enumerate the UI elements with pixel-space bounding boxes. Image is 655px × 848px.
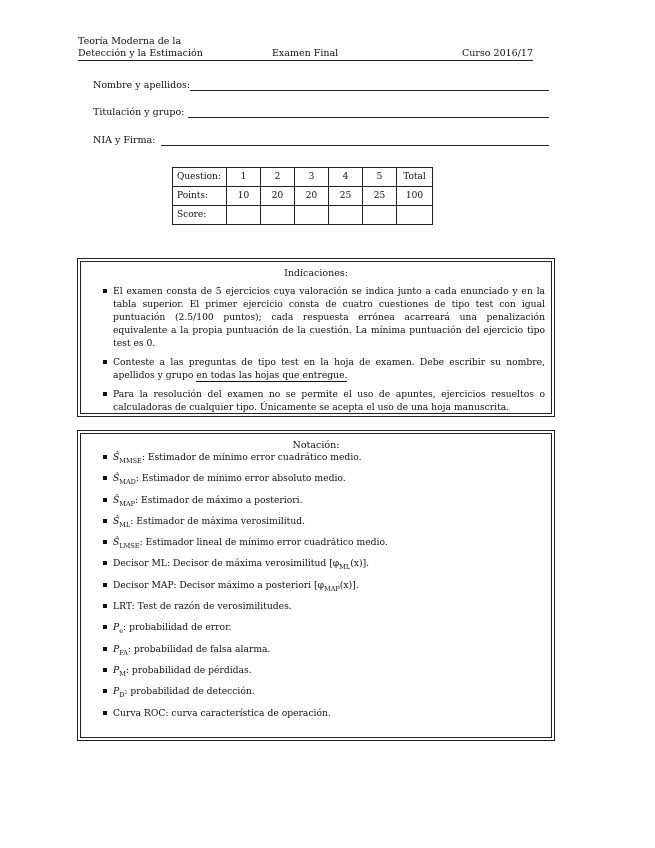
notation-subscript: ML xyxy=(119,520,131,529)
notation-text-tail: (x)]. xyxy=(350,558,370,570)
notation-symbol: Ŝ xyxy=(113,494,120,506)
question-total: Total xyxy=(397,168,433,187)
bullet-icon xyxy=(103,583,107,587)
notation-symbol: P xyxy=(113,622,120,634)
points-5: 25 xyxy=(363,187,397,206)
bullet-icon xyxy=(103,647,107,651)
nia-field[interactable] xyxy=(93,135,549,149)
notation-symbol: Ŝ xyxy=(113,537,120,549)
notation-item xyxy=(81,707,551,728)
points-1: 10 xyxy=(227,187,261,206)
instructions-box xyxy=(77,258,555,417)
points-4: 25 xyxy=(329,187,363,206)
notation-text: Curva ROC: curva característica de operación. xyxy=(113,707,331,719)
bullet-icon xyxy=(103,360,107,364)
score-cell-2[interactable] xyxy=(261,206,295,225)
nia-label: NIA y Firma: xyxy=(93,135,156,146)
notation-item xyxy=(81,579,551,600)
instruction-item xyxy=(81,285,551,350)
course-title-line2: Detección y la Estimación xyxy=(78,48,203,59)
bullet-icon xyxy=(103,519,107,523)
instruction-text: Conteste a las preguntas de tipo test en la hoja de examen. Debe escribir su nombre, apellidos y grupo xyxy=(113,357,545,381)
notation-text: Decisor ML: Decisor de máxima verosimilitud [φ xyxy=(113,558,340,570)
header-rule xyxy=(78,60,533,61)
notation-item xyxy=(81,557,551,578)
question-4: 4 xyxy=(329,168,363,187)
notation-symbol: Ŝ xyxy=(113,515,120,527)
bullet-icon xyxy=(103,561,107,565)
notation-symbol: Ŝ xyxy=(113,473,120,485)
notation-text: : Estimador de mínimo error cuadrático medio. xyxy=(141,452,362,463)
notation-subscript: MAD xyxy=(119,478,136,487)
question-2: 2 xyxy=(261,168,295,187)
instructions-list xyxy=(81,285,551,414)
bullet-icon xyxy=(103,711,107,715)
instructions-inner xyxy=(80,261,552,414)
score-cell-3[interactable] xyxy=(295,206,329,225)
academic-year: Curso 2016/17 xyxy=(461,48,533,59)
points-row xyxy=(173,187,433,206)
name-label: Nombre y apellidos: xyxy=(93,80,191,91)
notation-text: : probabilidad de error. xyxy=(123,622,232,634)
notation-item xyxy=(81,451,551,472)
notation-item xyxy=(81,472,551,493)
score-cell-1[interactable] xyxy=(227,206,261,225)
notation-subscript: LMSE xyxy=(119,542,140,551)
page-header xyxy=(78,36,533,60)
question-5: 5 xyxy=(363,168,397,187)
instruction-underlined-text: en todas las hojas que entregue. xyxy=(196,370,348,381)
notation-symbol: Ŝ xyxy=(113,452,120,463)
notation-text: : probabilidad de pérdidas. xyxy=(125,664,252,676)
notation-text: : probabilidad de detección. xyxy=(124,686,255,698)
degree-field[interactable] xyxy=(93,107,549,121)
course-title xyxy=(78,36,203,60)
bullet-icon xyxy=(103,498,107,502)
instruction-text: Para la resolución del examen no se permite el uso de apuntes, ejercicios resueltos o calculadoras de cualquier tipo. Únicamente se acepta el uso de una hoja manuscrita. xyxy=(113,389,545,413)
notation-item xyxy=(81,494,551,515)
notation-symbol: P xyxy=(113,643,120,655)
notation-text: LRT: Test de razón de verosimilitudes. xyxy=(113,601,292,613)
notation-text: : Estimador de máximo a posteriori. xyxy=(135,494,303,506)
notation-item xyxy=(81,600,551,621)
bullet-icon xyxy=(103,625,107,629)
nia-line[interactable] xyxy=(161,145,549,146)
bullet-icon xyxy=(103,476,107,480)
instruction-item xyxy=(81,388,551,414)
notation-item xyxy=(81,643,551,664)
score-cell-5[interactable] xyxy=(363,206,397,225)
name-line[interactable] xyxy=(190,90,549,91)
notation-text: : probabilidad de falsa alarma. xyxy=(127,643,271,655)
notation-text: : Estimador lineal de mínimo error cuadrático medio. xyxy=(139,537,388,549)
notation-box xyxy=(77,430,555,741)
question-row xyxy=(173,168,433,187)
score-row-label: Score: xyxy=(173,206,227,225)
notation-inner xyxy=(80,433,552,738)
bullet-icon xyxy=(103,289,107,293)
degree-label: Titulación y grupo: xyxy=(93,107,185,118)
course-title-line1: Teoría Moderna de la xyxy=(78,36,182,47)
bullet-icon xyxy=(103,455,107,459)
degree-line[interactable] xyxy=(188,117,549,118)
notation-text: : Estimador de mínimo error absoluto medio. xyxy=(135,473,346,485)
instruction-item xyxy=(81,356,551,382)
bullet-icon xyxy=(103,668,107,672)
notation-item xyxy=(81,664,551,685)
notation-title: Notación: xyxy=(292,440,340,451)
notation-subscript: e xyxy=(119,627,124,636)
notation-subscript: D xyxy=(119,691,125,700)
bullet-icon xyxy=(103,604,107,608)
score-row xyxy=(173,206,433,225)
notation-item xyxy=(81,536,551,557)
notation-subscript: MMSE xyxy=(119,456,142,465)
name-field[interactable] xyxy=(93,80,549,94)
notation-subscript: MAP xyxy=(324,584,340,593)
notation-item xyxy=(81,685,551,706)
notation-subscript: MAP xyxy=(119,499,136,508)
points-3: 20 xyxy=(295,187,329,206)
notation-subscript: FA xyxy=(119,648,128,657)
score-cell-4[interactable] xyxy=(329,206,363,225)
points-total: 100 xyxy=(397,187,433,206)
question-row-label: Question: xyxy=(173,168,227,187)
question-3: 3 xyxy=(295,168,329,187)
notation-subscript: ML xyxy=(339,563,351,572)
points-row-label: Points: xyxy=(173,187,227,206)
notation-list xyxy=(81,451,551,728)
notation-item xyxy=(81,621,551,642)
notation-subscript: M xyxy=(119,669,126,678)
score-cell-total[interactable] xyxy=(397,206,433,225)
instructions-title: Indicaciones: xyxy=(284,268,348,279)
notation-symbol: P xyxy=(113,664,120,676)
bullet-icon xyxy=(103,540,107,544)
notation-text: : Estimador de máxima verosimilitud. xyxy=(130,515,306,527)
score-table xyxy=(172,167,433,225)
bullet-icon xyxy=(103,689,107,693)
notation-text-tail: (x)]. xyxy=(339,579,359,591)
bullet-icon xyxy=(103,392,107,396)
question-1: 1 xyxy=(227,168,261,187)
notation-item xyxy=(81,515,551,536)
points-2: 20 xyxy=(261,187,295,206)
exam-title: Examen Final xyxy=(272,48,339,59)
notation-text: Decisor MAP: Decisor máximo a posteriori [φ xyxy=(113,579,325,591)
notation-symbol: P xyxy=(113,686,120,698)
instruction-text: El examen consta de 5 ejercicios cuya valoración se indica junto a cada enunciado y en la tabla superior. El primer ejercicio consta de cuatro cuestiones de tipo test con igual puntuación (2.5/100 puntos); cada respuesta errónea acarreará una penalización equivalente a la propia puntuación de la cuestión. La mínima puntuación del ejercicio tipo test es 0. xyxy=(113,286,545,349)
